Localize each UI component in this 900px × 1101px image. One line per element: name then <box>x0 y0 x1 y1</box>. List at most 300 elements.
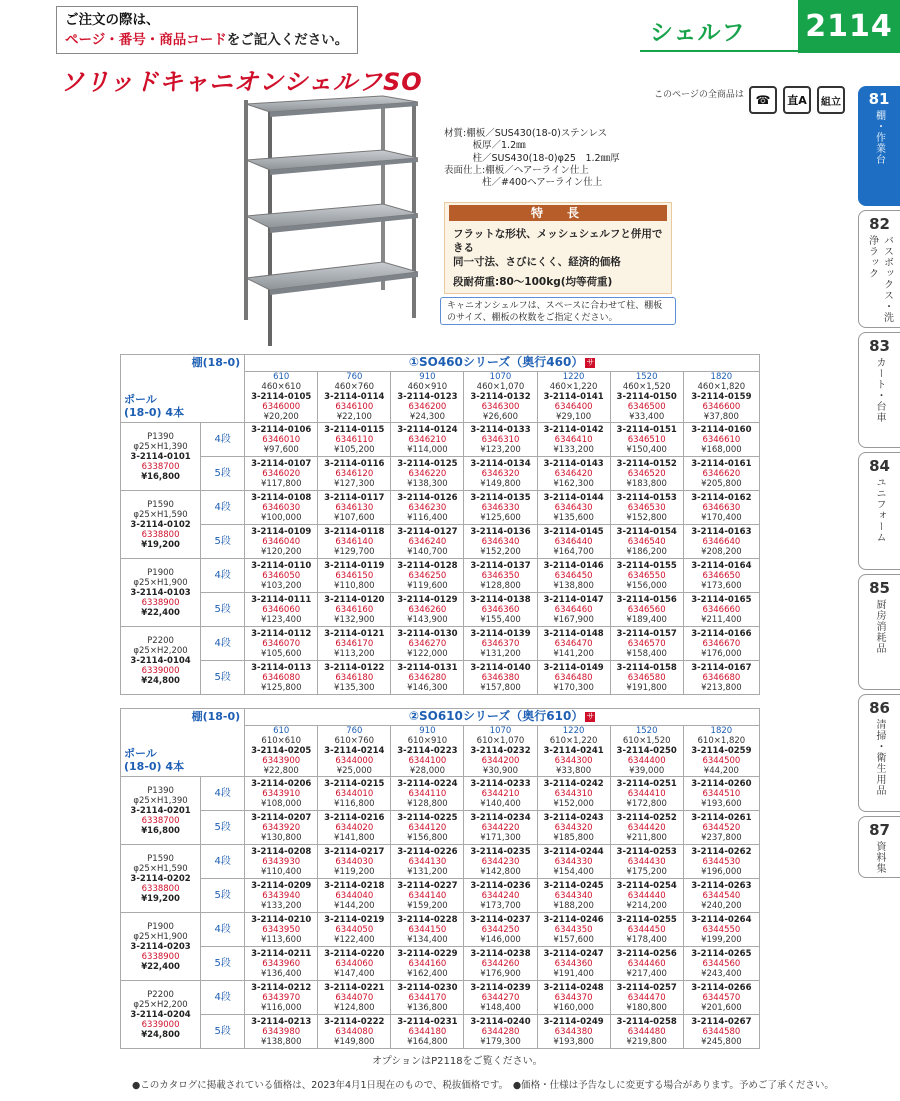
price-cell <box>610 845 683 879</box>
shelf-price: ¥26,600 <box>482 412 519 422</box>
set-catalog-no: 3-2114-0108 <box>251 492 312 503</box>
product-title: ソリッドキャニオンシェルフSO <box>60 68 423 96</box>
price-cell <box>391 525 464 559</box>
price-cell <box>391 457 464 491</box>
series-name: ①SO460シリーズ（奥行460） <box>408 355 584 369</box>
tab-number: 82 <box>869 215 890 233</box>
price-cell <box>683 777 759 811</box>
set-price: ¥191,400 <box>553 968 594 979</box>
set-catalog-no: 3-2114-0240 <box>470 1016 531 1027</box>
set-catalog-no: 3-2114-0149 <box>543 662 604 673</box>
set-price: ¥179,300 <box>480 1036 521 1047</box>
set-price: ¥243,400 <box>701 968 742 979</box>
tab-number: 87 <box>869 821 890 839</box>
set-catalog-no: 3-2114-0156 <box>616 594 677 605</box>
set-price: ¥135,600 <box>553 512 594 523</box>
set-catalog-no: 3-2114-0229 <box>397 948 458 959</box>
shelf-code: 6344100 <box>408 756 447 766</box>
price-cell <box>318 1015 391 1049</box>
set-catalog-no: 3-2114-0243 <box>543 812 604 823</box>
shelf-width: 910 <box>419 372 436 382</box>
set-catalog-no: 3-2114-0254 <box>616 880 677 891</box>
set-price: ¥146,300 <box>407 682 448 693</box>
set-code: 6346030 <box>262 502 301 513</box>
price-cell <box>683 593 759 627</box>
set-code: 6346420 <box>554 468 593 479</box>
set-catalog-no: 3-2114-0166 <box>691 628 752 639</box>
set-catalog-no: 3-2114-0230 <box>397 982 458 993</box>
price-cell <box>318 661 391 695</box>
shelf-header <box>245 726 318 777</box>
service-badge: サ <box>586 712 595 721</box>
price-cell <box>683 913 759 947</box>
material-spec: 材質:棚板／SUS430(18-0)ステンレス 板厚／1.2㎜ 柱／SUS430(18-0)φ25 1.2㎜厚 表面仕上:棚板／ヘアーライン仕上 柱／#400ヘアーライン仕上 <box>444 128 620 189</box>
price-cell <box>464 525 537 559</box>
price-cell <box>391 1015 464 1049</box>
price-cell <box>683 845 759 879</box>
price-cell <box>683 811 759 845</box>
shelf-price: ¥29,100 <box>556 412 592 422</box>
set-code: 6344170 <box>408 992 447 1003</box>
set-catalog-no: 3-2114-0163 <box>691 526 752 537</box>
price-cell <box>391 559 464 593</box>
set-catalog-no: 3-2114-0209 <box>251 880 312 891</box>
shelf-price: ¥44,200 <box>703 766 739 776</box>
tab-label: 資料集 <box>874 841 885 874</box>
pole-price: ¥24,800 <box>141 1029 180 1040</box>
tab-label: 清掃・衛生用品 <box>874 719 885 796</box>
shelf-catalog-no: 3-2114-0141 <box>543 392 604 402</box>
price-cell <box>318 845 391 879</box>
set-price: ¥211,400 <box>701 614 742 625</box>
set-code: 6344530 <box>702 856 741 867</box>
set-code: 6344310 <box>554 788 593 799</box>
set-code: 6344440 <box>627 890 666 901</box>
set-price: ¥138,800 <box>260 1036 302 1047</box>
set-code: 6346050 <box>262 570 301 581</box>
pole-price: ¥16,800 <box>141 471 180 482</box>
set-catalog-no: 3-2114-0228 <box>397 914 458 925</box>
set-catalog-no: 3-2114-0152 <box>616 458 677 469</box>
tab-81[interactable] <box>858 86 900 206</box>
pole-cell <box>121 559 201 627</box>
set-price: ¥170,400 <box>701 512 742 523</box>
shelf-header <box>464 726 537 777</box>
tier-cell <box>201 845 245 879</box>
set-catalog-no: 3-2114-0246 <box>543 914 604 925</box>
set-code: 6346230 <box>408 502 447 513</box>
price-cell <box>464 913 537 947</box>
set-code: 6346310 <box>481 434 520 445</box>
set-price: ¥213,800 <box>701 682 742 693</box>
features-heading: 特 長 <box>449 205 667 221</box>
set-price: ¥149,800 <box>480 478 521 489</box>
set-catalog-no: 3-2114-0148 <box>543 628 604 639</box>
price-cell <box>610 913 683 947</box>
set-catalog-no: 3-2114-0226 <box>397 846 458 857</box>
set-code: 6346260 <box>408 604 447 615</box>
set-catalog-no: 3-2114-0153 <box>616 492 677 503</box>
set-price: ¥172,800 <box>626 798 667 809</box>
set-catalog-no: 3-2114-0111 <box>251 594 312 605</box>
shelf-width: 1070 <box>489 372 512 382</box>
set-price: ¥168,000 <box>701 444 742 455</box>
pole-dim: φ25×H2,200 <box>133 999 188 1010</box>
set-code: 6344220 <box>481 822 520 833</box>
tab-label: カート・台車 <box>874 357 885 423</box>
set-code: 6346530 <box>627 502 666 513</box>
price-cell <box>391 845 464 879</box>
set-catalog-no: 3-2114-0264 <box>691 914 752 925</box>
series-heading <box>245 355 760 372</box>
price-cell <box>537 491 610 525</box>
set-code: 6344460 <box>627 958 666 969</box>
tab-number: 85 <box>869 579 890 597</box>
price-cell <box>391 593 464 627</box>
set-price: ¥131,200 <box>480 648 521 659</box>
price-cell <box>610 661 683 695</box>
set-price: ¥108,000 <box>260 798 302 809</box>
price-cell <box>537 845 610 879</box>
tab-82[interactable] <box>858 210 900 328</box>
set-code: 6344380 <box>554 1026 593 1037</box>
price-cell <box>245 593 318 627</box>
tier-count: 4段 <box>214 501 231 513</box>
set-code: 6346070 <box>262 638 301 649</box>
set-code: 6346440 <box>554 536 593 547</box>
tab-number: 84 <box>869 457 890 475</box>
set-price: ¥162,400 <box>407 968 448 979</box>
set-price: ¥156,800 <box>407 832 448 843</box>
set-catalog-no: 3-2114-0247 <box>543 948 604 959</box>
pole-price: ¥16,800 <box>141 825 180 836</box>
set-price: ¥110,800 <box>334 580 375 591</box>
set-code: 6343940 <box>262 890 301 901</box>
table-corner <box>121 709 245 777</box>
shelf-photo <box>238 90 434 348</box>
set-code: 6344560 <box>702 958 741 969</box>
set-code: 6346630 <box>702 502 741 513</box>
set-catalog-no: 3-2114-0257 <box>616 982 677 993</box>
pole-name: P1900 <box>147 567 174 578</box>
shelf-width: 610 <box>273 372 290 382</box>
set-catalog-no: 3-2114-0213 <box>251 1016 312 1027</box>
price-cell <box>318 457 391 491</box>
set-catalog-no: 3-2114-0245 <box>543 880 604 891</box>
set-price: ¥138,800 <box>553 580 594 591</box>
set-price: ¥154,400 <box>553 866 594 877</box>
set-catalog-no: 3-2114-0167 <box>691 662 752 673</box>
set-catalog-no: 3-2114-0212 <box>251 982 312 993</box>
table-row <box>121 981 760 1015</box>
set-price: ¥167,900 <box>553 614 594 625</box>
table-row <box>121 811 760 845</box>
set-price: ¥149,800 <box>334 1036 375 1047</box>
price-cell <box>537 981 610 1015</box>
set-price: ¥173,600 <box>701 580 742 591</box>
set-price: ¥114,000 <box>407 444 448 455</box>
set-price: ¥148,400 <box>480 1002 521 1013</box>
set-price: ¥143,900 <box>407 614 448 625</box>
price-cell <box>610 559 683 593</box>
set-catalog-no: 3-2114-0251 <box>616 778 677 789</box>
table-row <box>121 525 760 559</box>
shelf-price: ¥25,000 <box>336 766 372 776</box>
set-price: ¥133,200 <box>260 900 302 911</box>
pole-dim: φ25×H1,590 <box>133 509 188 520</box>
shelf-catalog-no: 3-2114-0250 <box>616 746 677 756</box>
price-cell <box>318 423 391 457</box>
set-code: 6346140 <box>335 536 374 547</box>
set-code: 6346320 <box>481 468 520 479</box>
table-row <box>121 777 760 811</box>
set-price: ¥175,200 <box>626 866 667 877</box>
set-price: ¥158,400 <box>626 648 667 659</box>
price-cell <box>683 947 759 981</box>
price-cell <box>245 777 318 811</box>
set-catalog-no: 3-2114-0127 <box>397 526 458 537</box>
set-catalog-no: 3-2114-0207 <box>251 812 312 823</box>
set-catalog-no: 3-2114-0139 <box>470 628 531 639</box>
price-cell <box>683 559 759 593</box>
shelf-width: 760 <box>346 726 363 736</box>
set-catalog-no: 3-2114-0140 <box>470 662 531 673</box>
shelf-price: ¥24,300 <box>409 412 445 422</box>
category-title: シェルフ <box>650 20 746 46</box>
set-code: 6346060 <box>262 604 301 615</box>
set-catalog-no: 3-2114-0107 <box>251 458 312 469</box>
set-catalog-no: 3-2114-0242 <box>543 778 604 789</box>
set-catalog-no: 3-2114-0262 <box>691 846 752 857</box>
price-cell <box>610 423 683 457</box>
shelf-catalog-no: 3-2114-0241 <box>543 746 604 756</box>
set-code: 6344120 <box>408 822 447 833</box>
tab-84[interactable] <box>858 452 900 570</box>
price-cell <box>610 777 683 811</box>
set-catalog-no: 3-2114-0125 <box>397 458 458 469</box>
tier-count: 4段 <box>214 991 231 1003</box>
set-price: ¥185,800 <box>553 832 594 843</box>
price-cell <box>683 457 759 491</box>
set-price: ¥125,800 <box>260 682 302 693</box>
set-price: ¥128,800 <box>407 798 448 809</box>
set-catalog-no: 3-2114-0164 <box>691 560 752 571</box>
pole-cell <box>121 845 201 913</box>
set-price: ¥138,300 <box>407 478 448 489</box>
shelf-dim: 610×610 <box>261 736 301 746</box>
set-catalog-no: 3-2114-0249 <box>543 1016 604 1027</box>
shelf-price: ¥20,200 <box>263 412 299 422</box>
tier-count: 5段 <box>214 1025 231 1037</box>
set-catalog-no: 3-2114-0161 <box>691 458 752 469</box>
shelf-header <box>318 372 391 423</box>
shelf-dim: 610×760 <box>334 736 375 746</box>
pole-name: P1590 <box>147 499 174 510</box>
set-catalog-no: 3-2114-0217 <box>324 846 385 857</box>
shelf-price: ¥22,100 <box>336 412 372 422</box>
tier-count: 5段 <box>214 957 231 969</box>
price-cell <box>318 593 391 627</box>
pole-name: P1900 <box>147 921 174 932</box>
set-price: ¥140,400 <box>480 798 521 809</box>
set-price: ¥157,600 <box>553 934 594 945</box>
set-catalog-no: 3-2114-0162 <box>691 492 752 503</box>
tab-85[interactable] <box>858 574 900 690</box>
pole-dim: φ25×H1,900 <box>133 931 188 942</box>
set-price: ¥193,600 <box>701 798 742 809</box>
pole-cell <box>121 777 201 845</box>
shelf-code: 6346400 <box>554 402 593 412</box>
price-cell <box>537 947 610 981</box>
shelf-width: 760 <box>346 372 363 382</box>
shelf-dim: 460×1,520 <box>622 382 671 392</box>
set-catalog-no: 3-2114-0135 <box>470 492 531 503</box>
set-catalog-no: 3-2114-0225 <box>397 812 458 823</box>
set-code: 6346680 <box>702 672 741 683</box>
tier-cell <box>201 457 245 491</box>
pole-cell <box>121 491 201 559</box>
set-code: 6344360 <box>554 958 593 969</box>
price-cell <box>537 559 610 593</box>
shelf-catalog-no: 3-2114-0205 <box>251 746 312 756</box>
set-price: ¥105,200 <box>334 444 375 455</box>
table-row <box>121 593 760 627</box>
table-row <box>121 457 760 491</box>
pole-catalog-no: 3-2114-0203 <box>130 941 191 952</box>
price-cell <box>245 947 318 981</box>
shelf-price: ¥37,800 <box>703 412 739 422</box>
pole-code: 6338900 <box>141 951 180 962</box>
set-code: 6343950 <box>262 924 301 935</box>
shelf-dim: 610×910 <box>407 736 448 746</box>
direct-icon: 直A <box>783 86 811 114</box>
price-cell <box>245 559 318 593</box>
pole-cell <box>121 627 201 695</box>
price-cell <box>391 811 464 845</box>
set-code: 6344250 <box>481 924 520 935</box>
price-cell <box>464 879 537 913</box>
shelf-catalog-no: 3-2114-0232 <box>470 746 531 756</box>
set-price: ¥141,200 <box>553 648 594 659</box>
tab-83[interactable] <box>858 332 900 448</box>
pole-catalog-no: 3-2114-0104 <box>130 655 191 666</box>
shelf-price: ¥33,800 <box>556 766 592 776</box>
set-catalog-no: 3-2114-0215 <box>324 778 385 789</box>
price-cell <box>245 627 318 661</box>
price-cell <box>537 457 610 491</box>
price-cell <box>391 661 464 695</box>
shelf-code: 6344500 <box>702 756 741 766</box>
price-cell <box>245 1015 318 1049</box>
price-cell <box>318 913 391 947</box>
set-catalog-no: 3-2114-0208 <box>251 846 312 857</box>
set-code: 6346120 <box>335 468 374 479</box>
set-catalog-no: 3-2114-0124 <box>397 424 458 435</box>
set-catalog-no: 3-2114-0121 <box>324 628 385 639</box>
pole-catalog-no: 3-2114-0102 <box>130 519 191 530</box>
set-code: 6346540 <box>627 536 666 547</box>
set-price: ¥201,600 <box>701 1002 742 1013</box>
price-cell <box>464 1015 537 1049</box>
table-row <box>121 913 760 947</box>
set-catalog-no: 3-2114-0218 <box>324 880 385 891</box>
price-cell <box>391 423 464 457</box>
set-code: 6343910 <box>262 788 301 799</box>
set-code: 6344520 <box>702 822 741 833</box>
set-code: 6346520 <box>627 468 666 479</box>
pole-cell <box>121 423 201 491</box>
tab-label: ユニフォーム <box>874 477 885 543</box>
shelf-header <box>391 372 464 423</box>
price-cell <box>464 559 537 593</box>
set-price: ¥245,800 <box>701 1036 742 1047</box>
set-price: ¥237,800 <box>701 832 742 843</box>
shelf-code: 6344300 <box>554 756 593 766</box>
set-code: 6344210 <box>481 788 520 799</box>
price-cell <box>464 661 537 695</box>
price-cell <box>464 457 537 491</box>
tab-87[interactable] <box>858 816 900 878</box>
set-code: 6344060 <box>335 958 374 969</box>
set-price: ¥129,700 <box>334 546 375 557</box>
set-code: 6346010 <box>262 434 301 445</box>
set-code: 6346330 <box>481 502 520 513</box>
price-cell <box>537 879 610 913</box>
set-code: 6346150 <box>335 570 374 581</box>
price-cell <box>391 627 464 661</box>
set-catalog-no: 3-2114-0244 <box>543 846 604 857</box>
price-cell <box>537 627 610 661</box>
price-cell <box>610 811 683 845</box>
set-code: 6346660 <box>702 604 741 615</box>
tab-86[interactable] <box>858 694 900 812</box>
tier-count: 5段 <box>214 535 231 547</box>
set-price: ¥133,200 <box>553 444 594 455</box>
set-code: 6346620 <box>702 468 741 479</box>
set-code: 6344420 <box>627 822 666 833</box>
price-cell <box>537 777 610 811</box>
set-catalog-no: 3-2114-0154 <box>616 526 677 537</box>
tier-cell <box>201 661 245 695</box>
set-price: ¥186,200 <box>626 546 667 557</box>
tier-count: 4段 <box>214 855 231 867</box>
price-cell <box>245 661 318 695</box>
set-code: 6344050 <box>335 924 374 935</box>
set-catalog-no: 3-2114-0239 <box>470 982 531 993</box>
set-price: ¥160,000 <box>553 1002 594 1013</box>
set-code: 6346510 <box>627 434 666 445</box>
set-catalog-no: 3-2114-0112 <box>251 628 312 639</box>
set-price: ¥199,200 <box>701 934 742 945</box>
tier-count: 5段 <box>214 603 231 615</box>
price-cell <box>537 811 610 845</box>
set-price: ¥105,600 <box>260 648 302 659</box>
shelf-header <box>537 372 610 423</box>
price-cell <box>683 1015 759 1049</box>
set-price: ¥130,800 <box>260 832 302 843</box>
set-price: ¥183,800 <box>626 478 667 489</box>
shelf-catalog-no: 3-2114-0159 <box>691 392 752 402</box>
set-code: 6346640 <box>702 536 741 547</box>
price-cell <box>464 491 537 525</box>
set-price: ¥144,200 <box>334 900 375 911</box>
set-catalog-no: 3-2114-0255 <box>616 914 677 925</box>
shelf-price: ¥33,400 <box>629 412 665 422</box>
pole-name: P2200 <box>147 989 174 1000</box>
set-catalog-no: 3-2114-0146 <box>543 560 604 571</box>
set-code: 6343980 <box>262 1026 301 1037</box>
tier-cell <box>201 627 245 661</box>
